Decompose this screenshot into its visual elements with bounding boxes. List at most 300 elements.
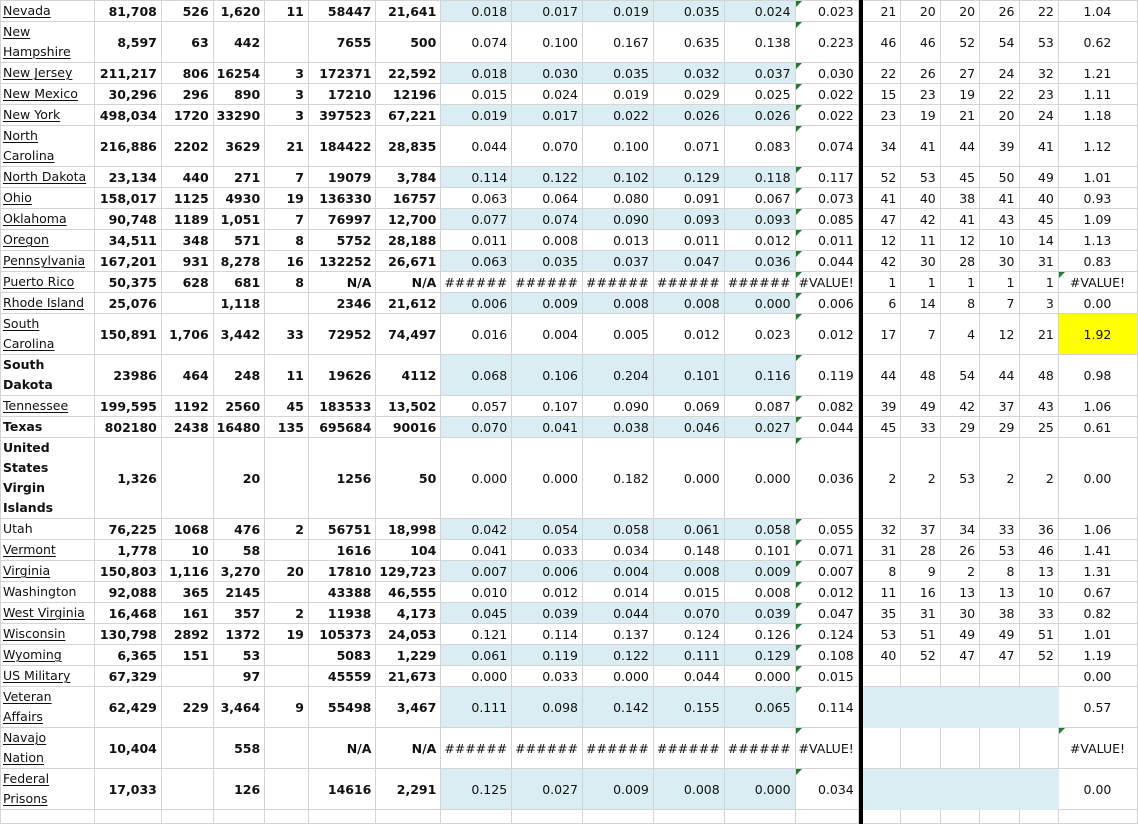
cell-count-col4[interactable]: 21 bbox=[265, 126, 309, 167]
cell-rate-col1[interactable]: 0.063 bbox=[441, 188, 512, 209]
cell-average-rate[interactable]: 0.022 bbox=[795, 84, 858, 105]
cell-rank-col3[interactable]: 28 bbox=[940, 251, 979, 272]
cell-rate-col1[interactable]: 0.018 bbox=[441, 63, 512, 84]
cell-rank-col5[interactable]: 22 bbox=[1019, 1, 1058, 22]
cell-rank-col1[interactable]: 2 bbox=[863, 438, 901, 519]
cell-count-col1[interactable]: 62,429 bbox=[94, 687, 161, 728]
cell-rank-col3[interactable]: 47 bbox=[940, 645, 979, 666]
cell-average-rate[interactable]: 0.022 bbox=[795, 105, 858, 126]
cell-count-col6[interactable]: 90016 bbox=[376, 417, 441, 438]
state-name-label[interactable]: North Carolina bbox=[3, 128, 55, 163]
cell-rate-col5[interactable]: 0.101 bbox=[724, 540, 795, 561]
cell-rate-col1[interactable]: 0.000 bbox=[441, 666, 512, 687]
cell-count-col4[interactable]: 8 bbox=[265, 272, 309, 293]
cell-rank-col4[interactable]: 29 bbox=[980, 417, 1019, 438]
cell-state-name[interactable] bbox=[1, 666, 95, 687]
cell-count-col6[interactable]: 24,053 bbox=[376, 624, 441, 645]
cell-average-rate[interactable]: 0.036 bbox=[795, 438, 858, 519]
cell-count-col3[interactable]: 58 bbox=[213, 540, 265, 561]
cell-ratio[interactable]: 0.00 bbox=[1058, 293, 1137, 314]
cell-count-col3[interactable]: 3,442 bbox=[213, 314, 265, 355]
cell-average-rate[interactable]: 0.108 bbox=[795, 645, 858, 666]
cell-average-rate[interactable]: 0.015 bbox=[795, 666, 858, 687]
state-name-label[interactable]: New Mexico bbox=[3, 86, 78, 101]
cell-rank-col2[interactable] bbox=[901, 769, 940, 810]
cell-rank-col1[interactable]: 44 bbox=[863, 355, 901, 396]
cell-rank-col2[interactable]: 49 bbox=[901, 396, 940, 417]
cell-rate-col1[interactable]: 0.057 bbox=[441, 396, 512, 417]
cell-count-col1[interactable]: 34,511 bbox=[94, 230, 161, 251]
cell-average-rate[interactable]: #VALUE! bbox=[795, 272, 858, 293]
cell-rate-col1[interactable]: 0.015 bbox=[441, 84, 512, 105]
cell-rate-col3[interactable]: 0.080 bbox=[583, 188, 654, 209]
cell-rate-col1[interactable]: 0.019 bbox=[441, 105, 512, 126]
cell-rate-col4[interactable]: 0.035 bbox=[653, 1, 724, 22]
cell-rate-col5[interactable]: 0.093 bbox=[724, 209, 795, 230]
cell-rate-col4[interactable]: 0.046 bbox=[653, 417, 724, 438]
empty-cell[interactable] bbox=[980, 810, 1019, 824]
cell-count-col3[interactable]: 1372 bbox=[213, 624, 265, 645]
cell-average-rate[interactable]: 0.117 bbox=[795, 167, 858, 188]
cell-count-col4[interactable]: 2 bbox=[265, 519, 309, 540]
cell-count-col1[interactable]: 25,076 bbox=[94, 293, 161, 314]
cell-count-col6[interactable]: 21,641 bbox=[376, 1, 441, 22]
cell-rate-col4[interactable]: 0.069 bbox=[653, 396, 724, 417]
cell-rank-col1[interactable]: 11 bbox=[863, 582, 901, 603]
cell-count-col6[interactable]: 18,998 bbox=[376, 519, 441, 540]
state-name-label[interactable]: New Hampshire bbox=[3, 24, 71, 59]
cell-rank-col3[interactable]: 1 bbox=[940, 272, 979, 293]
cell-count-col2[interactable]: 365 bbox=[161, 582, 213, 603]
cell-rate-col1[interactable]: 0.016 bbox=[441, 314, 512, 355]
cell-rank-col1[interactable]: 39 bbox=[863, 396, 901, 417]
cell-count-col1[interactable]: 150,891 bbox=[94, 314, 161, 355]
cell-rank-col2[interactable]: 37 bbox=[901, 519, 940, 540]
cell-ratio[interactable]: 0.98 bbox=[1058, 355, 1137, 396]
cell-rank-col2[interactable]: 20 bbox=[901, 1, 940, 22]
cell-rate-col3[interactable]: 0.019 bbox=[583, 1, 654, 22]
cell-rate-col4[interactable]: 0.111 bbox=[653, 645, 724, 666]
cell-rank-col5[interactable]: 33 bbox=[1019, 603, 1058, 624]
cell-ratio[interactable]: 1.06 bbox=[1058, 396, 1137, 417]
cell-count-col4[interactable]: 8 bbox=[265, 230, 309, 251]
state-name-label[interactable]: North Dakota bbox=[3, 169, 87, 184]
cell-rate-col2[interactable]: 0.027 bbox=[512, 769, 583, 810]
cell-count-col6[interactable]: 22,592 bbox=[376, 63, 441, 84]
cell-rate-col5[interactable]: 0.083 bbox=[724, 126, 795, 167]
cell-count-col6[interactable]: 67,221 bbox=[376, 105, 441, 126]
cell-count-col6[interactable]: 46,555 bbox=[376, 582, 441, 603]
cell-count-col4[interactable] bbox=[265, 22, 309, 63]
cell-rank-col5[interactable]: 41 bbox=[1019, 126, 1058, 167]
cell-rank-col5[interactable]: 1 bbox=[1019, 272, 1058, 293]
cell-count-col3[interactable]: 8,278 bbox=[213, 251, 265, 272]
cell-rate-col5[interactable]: ###### bbox=[724, 272, 795, 293]
cell-rate-col3[interactable]: ###### bbox=[583, 728, 654, 769]
cell-count-col2[interactable]: 440 bbox=[161, 167, 213, 188]
cell-rate-col5[interactable]: 0.126 bbox=[724, 624, 795, 645]
cell-count-col4[interactable]: 9 bbox=[265, 687, 309, 728]
cell-rank-col3[interactable]: 42 bbox=[940, 396, 979, 417]
cell-count-col2[interactable]: 931 bbox=[161, 251, 213, 272]
cell-count-col4[interactable] bbox=[265, 293, 309, 314]
cell-count-col6[interactable]: 104 bbox=[376, 540, 441, 561]
cell-ratio[interactable]: 0.62 bbox=[1058, 22, 1137, 63]
cell-average-rate[interactable]: 0.034 bbox=[795, 769, 858, 810]
cell-rank-col3[interactable]: 29 bbox=[940, 417, 979, 438]
cell-count-col5[interactable]: 132252 bbox=[308, 251, 376, 272]
cell-ratio[interactable]: 0.61 bbox=[1058, 417, 1137, 438]
cell-count-col5[interactable]: 172371 bbox=[308, 63, 376, 84]
cell-count-col2[interactable]: 63 bbox=[161, 22, 213, 63]
cell-rate-col2[interactable]: 0.012 bbox=[512, 582, 583, 603]
cell-rate-col3[interactable]: 0.058 bbox=[583, 519, 654, 540]
cell-count-col1[interactable]: 199,595 bbox=[94, 396, 161, 417]
cell-rate-col2[interactable]: 0.017 bbox=[512, 105, 583, 126]
cell-count-col2[interactable] bbox=[161, 666, 213, 687]
cell-count-col2[interactable]: 1125 bbox=[161, 188, 213, 209]
cell-rate-col1[interactable]: 0.074 bbox=[441, 22, 512, 63]
cell-ratio[interactable]: #VALUE! bbox=[1058, 728, 1137, 769]
cell-rank-col3[interactable]: 2 bbox=[940, 561, 979, 582]
cell-rank-col2[interactable]: 52 bbox=[901, 645, 940, 666]
cell-count-col3[interactable]: 3629 bbox=[213, 126, 265, 167]
cell-count-col5[interactable]: N/A bbox=[308, 728, 376, 769]
cell-count-col2[interactable]: 296 bbox=[161, 84, 213, 105]
state-name-label[interactable]: Wisconsin bbox=[3, 626, 66, 641]
cell-rate-col5[interactable]: 0.058 bbox=[724, 519, 795, 540]
cell-rank-col4[interactable]: 26 bbox=[980, 1, 1019, 22]
cell-count-col2[interactable]: 2892 bbox=[161, 624, 213, 645]
cell-rank-col3[interactable] bbox=[940, 769, 979, 810]
cell-count-col5[interactable]: 72952 bbox=[308, 314, 376, 355]
cell-rank-col2[interactable]: 1 bbox=[901, 272, 940, 293]
cell-rate-col3[interactable]: 0.100 bbox=[583, 126, 654, 167]
cell-state-name[interactable] bbox=[1, 355, 95, 396]
cell-rank-col4[interactable]: 39 bbox=[980, 126, 1019, 167]
cell-count-col4[interactable] bbox=[265, 769, 309, 810]
cell-rank-col1[interactable]: 47 bbox=[863, 209, 901, 230]
cell-state-name[interactable] bbox=[1, 769, 95, 810]
empty-cell[interactable] bbox=[863, 810, 901, 824]
cell-rank-col3[interactable] bbox=[940, 728, 979, 769]
state-name-label[interactable]: Wyoming bbox=[3, 647, 62, 662]
cell-rank-col2[interactable]: 23 bbox=[901, 84, 940, 105]
cell-count-col4[interactable]: 3 bbox=[265, 63, 309, 84]
cell-rank-col3[interactable]: 12 bbox=[940, 230, 979, 251]
cell-count-col1[interactable]: 23,134 bbox=[94, 167, 161, 188]
cell-count-col4[interactable]: 3 bbox=[265, 105, 309, 126]
cell-count-col5[interactable]: 136330 bbox=[308, 188, 376, 209]
cell-count-col2[interactable]: 1189 bbox=[161, 209, 213, 230]
cell-rank-col2[interactable]: 40 bbox=[901, 188, 940, 209]
cell-ratio[interactable]: 1.19 bbox=[1058, 645, 1137, 666]
cell-rank-col5[interactable]: 14 bbox=[1019, 230, 1058, 251]
cell-rank-col2[interactable]: 26 bbox=[901, 63, 940, 84]
empty-cell[interactable] bbox=[583, 810, 654, 824]
cell-rank-col4[interactable]: 12 bbox=[980, 314, 1019, 355]
cell-state-name[interactable] bbox=[1, 396, 95, 417]
cell-count-col1[interactable]: 17,033 bbox=[94, 769, 161, 810]
empty-cell[interactable] bbox=[265, 810, 309, 824]
cell-count-col2[interactable] bbox=[161, 293, 213, 314]
cell-count-col5[interactable]: 1256 bbox=[308, 438, 376, 519]
cell-average-rate[interactable]: 0.006 bbox=[795, 293, 858, 314]
cell-rank-col3[interactable]: 13 bbox=[940, 582, 979, 603]
cell-average-rate[interactable]: 0.114 bbox=[795, 687, 858, 728]
cell-rank-col4[interactable]: 54 bbox=[980, 22, 1019, 63]
cell-count-col4[interactable] bbox=[265, 728, 309, 769]
cell-ratio[interactable]: 1.09 bbox=[1058, 209, 1137, 230]
cell-count-col5[interactable]: 55498 bbox=[308, 687, 376, 728]
cell-rate-col2[interactable]: 0.119 bbox=[512, 645, 583, 666]
cell-rank-col5[interactable]: 10 bbox=[1019, 582, 1058, 603]
cell-rank-col4[interactable] bbox=[980, 666, 1019, 687]
cell-rank-col5[interactable]: 53 bbox=[1019, 22, 1058, 63]
cell-rate-col5[interactable]: 0.036 bbox=[724, 251, 795, 272]
cell-count-col5[interactable]: 45559 bbox=[308, 666, 376, 687]
cell-count-col5[interactable]: 58447 bbox=[308, 1, 376, 22]
cell-rate-col5[interactable]: 0.024 bbox=[724, 1, 795, 22]
cell-rate-col5[interactable]: 0.012 bbox=[724, 230, 795, 251]
cell-state-name[interactable] bbox=[1, 582, 95, 603]
state-name-label[interactable]: Vermont bbox=[3, 542, 56, 557]
cell-rank-col2[interactable]: 53 bbox=[901, 167, 940, 188]
cell-state-name[interactable] bbox=[1, 540, 95, 561]
cell-average-rate[interactable]: 0.223 bbox=[795, 22, 858, 63]
empty-cell[interactable] bbox=[1019, 810, 1058, 824]
cell-rank-col5[interactable]: 31 bbox=[1019, 251, 1058, 272]
cell-average-rate[interactable]: 0.124 bbox=[795, 624, 858, 645]
cell-rate-col3[interactable]: 0.038 bbox=[583, 417, 654, 438]
cell-state-name[interactable] bbox=[1, 687, 95, 728]
cell-state-name[interactable] bbox=[1, 417, 95, 438]
empty-cell[interactable] bbox=[653, 810, 724, 824]
state-name-label[interactable]: Puerto Rico bbox=[3, 274, 75, 289]
cell-rank-col5[interactable] bbox=[1019, 666, 1058, 687]
cell-rank-col2[interactable]: 48 bbox=[901, 355, 940, 396]
cell-rank-col5[interactable]: 13 bbox=[1019, 561, 1058, 582]
cell-rate-col4[interactable]: 0.011 bbox=[653, 230, 724, 251]
cell-rank-col5[interactable] bbox=[1019, 769, 1058, 810]
cell-rate-col4[interactable]: 0.032 bbox=[653, 63, 724, 84]
cell-count-col5[interactable]: 19626 bbox=[308, 355, 376, 396]
cell-average-rate[interactable]: #VALUE! bbox=[795, 728, 858, 769]
cell-rank-col1[interactable]: 52 bbox=[863, 167, 901, 188]
cell-count-col5[interactable]: 184422 bbox=[308, 126, 376, 167]
cell-rank-col2[interactable]: 33 bbox=[901, 417, 940, 438]
state-name-label[interactable]: South Carolina bbox=[3, 316, 55, 351]
cell-count-col1[interactable]: 158,017 bbox=[94, 188, 161, 209]
cell-rate-col4[interactable]: 0.070 bbox=[653, 603, 724, 624]
cell-rank-col1[interactable]: 6 bbox=[863, 293, 901, 314]
cell-rate-col5[interactable]: 0.129 bbox=[724, 645, 795, 666]
cell-average-rate[interactable]: 0.007 bbox=[795, 561, 858, 582]
empty-cell[interactable] bbox=[1, 810, 95, 824]
cell-rate-col1[interactable]: ###### bbox=[441, 272, 512, 293]
cell-rank-col2[interactable]: 30 bbox=[901, 251, 940, 272]
cell-count-col5[interactable]: 7655 bbox=[308, 22, 376, 63]
cell-rank-col2[interactable]: 41 bbox=[901, 126, 940, 167]
cell-count-col6[interactable]: 3,784 bbox=[376, 167, 441, 188]
cell-rate-col3[interactable]: 0.019 bbox=[583, 84, 654, 105]
cell-rate-col3[interactable]: ###### bbox=[583, 272, 654, 293]
cell-rate-col2[interactable]: 0.122 bbox=[512, 167, 583, 188]
cell-rank-col5[interactable]: 43 bbox=[1019, 396, 1058, 417]
cell-count-col6[interactable]: 21,612 bbox=[376, 293, 441, 314]
cell-count-col1[interactable]: 81,708 bbox=[94, 1, 161, 22]
cell-rate-col1[interactable]: 0.070 bbox=[441, 417, 512, 438]
cell-count-col4[interactable] bbox=[265, 582, 309, 603]
cell-rate-col3[interactable]: 0.022 bbox=[583, 105, 654, 126]
cell-rate-col4[interactable]: 0.129 bbox=[653, 167, 724, 188]
cell-count-col3[interactable]: 558 bbox=[213, 728, 265, 769]
cell-rate-col2[interactable]: 0.039 bbox=[512, 603, 583, 624]
cell-rate-col3[interactable]: 0.090 bbox=[583, 209, 654, 230]
cell-rank-col4[interactable]: 43 bbox=[980, 209, 1019, 230]
cell-count-col2[interactable]: 348 bbox=[161, 230, 213, 251]
cell-count-col2[interactable]: 1720 bbox=[161, 105, 213, 126]
cell-state-name[interactable] bbox=[1, 293, 95, 314]
cell-count-col3[interactable]: 357 bbox=[213, 603, 265, 624]
cell-ratio[interactable]: 0.83 bbox=[1058, 251, 1137, 272]
cell-count-col2[interactable]: 1192 bbox=[161, 396, 213, 417]
cell-average-rate[interactable]: 0.012 bbox=[795, 582, 858, 603]
cell-count-col1[interactable]: 216,886 bbox=[94, 126, 161, 167]
cell-rate-col1[interactable]: 0.063 bbox=[441, 251, 512, 272]
cell-rank-col4[interactable]: 1 bbox=[980, 272, 1019, 293]
cell-count-col5[interactable]: 56751 bbox=[308, 519, 376, 540]
cell-ratio[interactable]: 1.06 bbox=[1058, 519, 1137, 540]
cell-rate-col4[interactable]: 0.091 bbox=[653, 188, 724, 209]
cell-count-col5[interactable]: N/A bbox=[308, 272, 376, 293]
cell-count-col4[interactable]: 19 bbox=[265, 188, 309, 209]
cell-count-col5[interactable]: 17810 bbox=[308, 561, 376, 582]
cell-count-col2[interactable]: 161 bbox=[161, 603, 213, 624]
cell-rate-col4[interactable]: 0.635 bbox=[653, 22, 724, 63]
cell-rank-col1[interactable]: 21 bbox=[863, 1, 901, 22]
cell-count-col3[interactable]: 33290 bbox=[213, 105, 265, 126]
cell-ratio[interactable]: 0.00 bbox=[1058, 666, 1137, 687]
cell-rate-col5[interactable]: 0.065 bbox=[724, 687, 795, 728]
cell-rank-col3[interactable]: 8 bbox=[940, 293, 979, 314]
cell-average-rate[interactable]: 0.085 bbox=[795, 209, 858, 230]
cell-rate-col3[interactable]: 0.090 bbox=[583, 396, 654, 417]
cell-count-col2[interactable] bbox=[161, 728, 213, 769]
cell-count-col6[interactable]: N/A bbox=[376, 728, 441, 769]
cell-rank-col4[interactable]: 49 bbox=[980, 624, 1019, 645]
cell-rate-col3[interactable]: 0.044 bbox=[583, 603, 654, 624]
cell-rate-col5[interactable]: 0.138 bbox=[724, 22, 795, 63]
cell-average-rate[interactable]: 0.082 bbox=[795, 396, 858, 417]
cell-rank-col1[interactable]: 45 bbox=[863, 417, 901, 438]
cell-rank-col4[interactable]: 20 bbox=[980, 105, 1019, 126]
cell-rate-col5[interactable]: 0.037 bbox=[724, 63, 795, 84]
cell-state-name[interactable] bbox=[1, 167, 95, 188]
cell-rank-col1[interactable]: 35 bbox=[863, 603, 901, 624]
cell-rate-col3[interactable]: 0.037 bbox=[583, 251, 654, 272]
cell-rate-col5[interactable]: 0.000 bbox=[724, 769, 795, 810]
state-name-label[interactable]: Oregon bbox=[3, 232, 49, 247]
cell-count-col4[interactable]: 7 bbox=[265, 209, 309, 230]
cell-rank-col4[interactable]: 33 bbox=[980, 519, 1019, 540]
cell-rate-col3[interactable]: 0.122 bbox=[583, 645, 654, 666]
cell-rate-col2[interactable]: 0.041 bbox=[512, 417, 583, 438]
cell-rank-col2[interactable]: 46 bbox=[901, 22, 940, 63]
cell-rank-col3[interactable]: 44 bbox=[940, 126, 979, 167]
cell-rank-col1[interactable]: 31 bbox=[863, 540, 901, 561]
cell-count-col2[interactable]: 1,706 bbox=[161, 314, 213, 355]
cell-rank-col5[interactable]: 51 bbox=[1019, 624, 1058, 645]
cell-state-name[interactable] bbox=[1, 251, 95, 272]
cell-state-name[interactable] bbox=[1, 105, 95, 126]
cell-count-col2[interactable]: 229 bbox=[161, 687, 213, 728]
cell-rate-col4[interactable]: 0.008 bbox=[653, 293, 724, 314]
cell-rank-col3[interactable]: 45 bbox=[940, 167, 979, 188]
cell-count-col5[interactable]: 397523 bbox=[308, 105, 376, 126]
cell-count-col1[interactable]: 498,034 bbox=[94, 105, 161, 126]
cell-ratio[interactable]: 1.01 bbox=[1058, 624, 1137, 645]
cell-count-col3[interactable]: 2145 bbox=[213, 582, 265, 603]
cell-rank-col1[interactable]: 15 bbox=[863, 84, 901, 105]
empty-cell[interactable] bbox=[512, 810, 583, 824]
cell-rank-col2[interactable]: 14 bbox=[901, 293, 940, 314]
empty-cell[interactable] bbox=[213, 810, 265, 824]
empty-cell[interactable] bbox=[376, 810, 441, 824]
cell-rank-col1[interactable]: 1 bbox=[863, 272, 901, 293]
cell-count-col3[interactable]: 20 bbox=[213, 438, 265, 519]
cell-count-col2[interactable]: 10 bbox=[161, 540, 213, 561]
cell-rank-col5[interactable] bbox=[1019, 728, 1058, 769]
cell-average-rate[interactable]: 0.047 bbox=[795, 603, 858, 624]
cell-rate-col4[interactable]: 0.061 bbox=[653, 519, 724, 540]
cell-count-col4[interactable] bbox=[265, 438, 309, 519]
cell-state-name[interactable] bbox=[1, 63, 95, 84]
cell-count-col6[interactable]: 500 bbox=[376, 22, 441, 63]
cell-rate-col2[interactable]: 0.070 bbox=[512, 126, 583, 167]
cell-average-rate[interactable]: 0.012 bbox=[795, 314, 858, 355]
cell-count-col3[interactable]: 1,620 bbox=[213, 1, 265, 22]
cell-rate-col1[interactable]: 0.121 bbox=[441, 624, 512, 645]
cell-rank-col3[interactable]: 52 bbox=[940, 22, 979, 63]
cell-count-col4[interactable]: 7 bbox=[265, 167, 309, 188]
cell-rate-col4[interactable]: 0.071 bbox=[653, 126, 724, 167]
cell-count-col3[interactable]: 1,051 bbox=[213, 209, 265, 230]
cell-rank-col1[interactable]: 34 bbox=[863, 126, 901, 167]
cell-rank-col5[interactable]: 36 bbox=[1019, 519, 1058, 540]
cell-count-col3[interactable]: 2560 bbox=[213, 396, 265, 417]
cell-count-col4[interactable]: 3 bbox=[265, 84, 309, 105]
cell-state-name[interactable] bbox=[1, 22, 95, 63]
cell-count-col2[interactable]: 464 bbox=[161, 355, 213, 396]
cell-count-col3[interactable]: 16480 bbox=[213, 417, 265, 438]
empty-cell[interactable] bbox=[795, 810, 858, 824]
cell-count-col4[interactable]: 45 bbox=[265, 396, 309, 417]
cell-count-col2[interactable] bbox=[161, 438, 213, 519]
cell-rank-col1[interactable]: 23 bbox=[863, 105, 901, 126]
state-name-label[interactable]: Oklahoma bbox=[3, 211, 67, 226]
cell-count-col3[interactable]: 97 bbox=[213, 666, 265, 687]
cell-count-col3[interactable]: 442 bbox=[213, 22, 265, 63]
cell-rank-col3[interactable]: 49 bbox=[940, 624, 979, 645]
cell-rate-col2[interactable]: 0.107 bbox=[512, 396, 583, 417]
cell-count-col3[interactable]: 571 bbox=[213, 230, 265, 251]
cell-rate-col2[interactable]: 0.054 bbox=[512, 519, 583, 540]
cell-rate-col2[interactable]: 0.000 bbox=[512, 438, 583, 519]
cell-count-col6[interactable]: 3,467 bbox=[376, 687, 441, 728]
cell-ratio[interactable]: 0.00 bbox=[1058, 438, 1137, 519]
cell-count-col1[interactable]: 92,088 bbox=[94, 582, 161, 603]
